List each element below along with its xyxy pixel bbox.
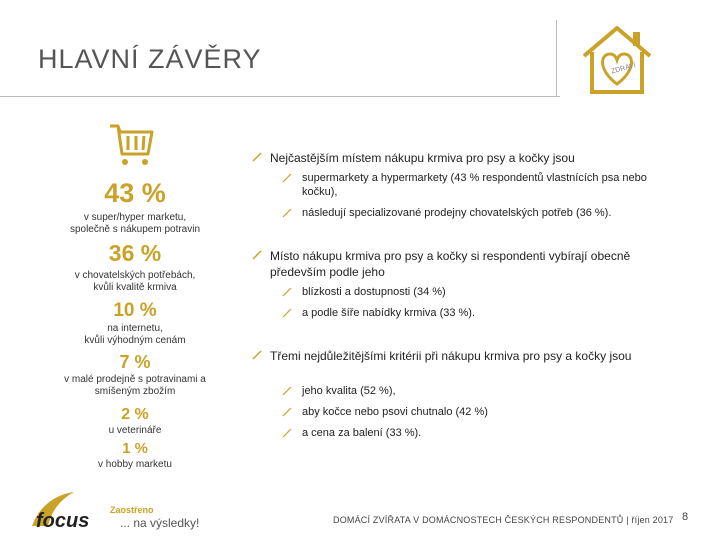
page-title: HLAVNÍ ZÁVĚRY [38,44,262,74]
bullet-icon [282,173,292,183]
stat-percentage: 7 % [119,352,151,372]
finding-sub-text: následují specializované prodejny chovatelských potřeb (36 %). [302,207,612,219]
bullet-icon [282,386,292,396]
bullet-icon [252,250,262,260]
bullet-icon [282,407,292,417]
logo-slogan: ... na výsledky! [120,516,200,530]
stat-vet [30,406,240,424]
bullet-icon [282,308,292,318]
stat-desc-line: v chovatelských potřebách, [74,270,196,281]
stat-desc-line: v malé prodejně s potravinami a [64,374,206,385]
stat-percentage: 36 % [108,240,162,266]
house-icon-text: ZDRAVÍ [610,62,637,76]
stat-small-shop-desc [30,374,240,398]
stat-vet-desc [30,425,240,437]
finding-sub-text: a podle šíře nabídky krmiva (33 %). [302,307,476,319]
bullet-icon [282,287,292,297]
bullet-icon [252,152,262,162]
stat-percentage: 1 % [122,440,148,457]
finding-sub-text: a cena za balení (33 %). [302,427,422,439]
stat-percentage: 10 % [113,300,157,321]
stat-hobby-desc [30,459,240,471]
bullet-icon [252,350,262,360]
stat-percentage: 2 % [121,406,149,423]
title-vertical-divider [556,20,557,97]
stat-desc-line: v hobby marketu [98,459,172,470]
finding-sub-text: jeho kvalita (52 %), [302,385,396,397]
shopping-cart-icon [108,122,156,168]
stat-desc-line: společně s nákupem potravin [69,224,201,235]
stat-internet-desc [30,323,240,347]
stat-internet [30,300,240,322]
finding-sub-text: blízkosti a dostupnosti (34 %) [302,286,446,298]
stat-supermarket [30,178,240,209]
stat-pet-shop [30,240,240,267]
stat-percentage: 43 % [104,178,166,208]
bullet-icon [282,428,292,438]
logo-tagline: Zaostřeno [110,505,154,515]
stat-desc-line: u veterináře [108,425,162,436]
stat-pet-shop-desc [30,270,240,294]
stat-supermarket-desc [30,212,240,236]
finding-text: Místo nákupu krmiva pro psy a kočky si respondenti vybírají obecně především podle jeho [270,249,631,279]
finding-text: Třemi nejdůležitějšími kritérii při nákupu krmiva pro psy a kočky jsou [270,349,632,363]
finding-text: Nejčastějším místem nákupu krmiva pro psy a kočky jsou [270,151,575,165]
stat-desc-line: na internetu, [107,323,163,334]
page-number: 8 [682,511,689,523]
logo-name: focus [36,510,90,532]
finding-sub-text: aby kočce nebo psovi chutnalo (42 %) [302,406,488,418]
footer-text: DOMÁCÍ ZVÍŘATA V DOMÁCNOSTECH ČESKÝCH RESPONDENTŮ | říjen 2017 [333,515,674,525]
stat-desc-line: kvůli výhodným cenám [84,335,186,346]
title-divider [0,96,560,97]
bullet-icon [282,208,292,218]
finding-sub-text: supermarkety a hypermarkety (43 % respondentů vlastnících psa nebo kočku), [302,172,647,198]
house-heart-icon [578,22,656,98]
stat-desc-line: kvůli kvalitě krmiva [93,282,177,293]
stat-hobby [30,440,240,457]
stat-desc-line: v super/hyper marketu, [83,212,187,223]
stat-desc-line: smíšeným zbožím [94,386,176,397]
stat-small-shop [30,352,240,373]
